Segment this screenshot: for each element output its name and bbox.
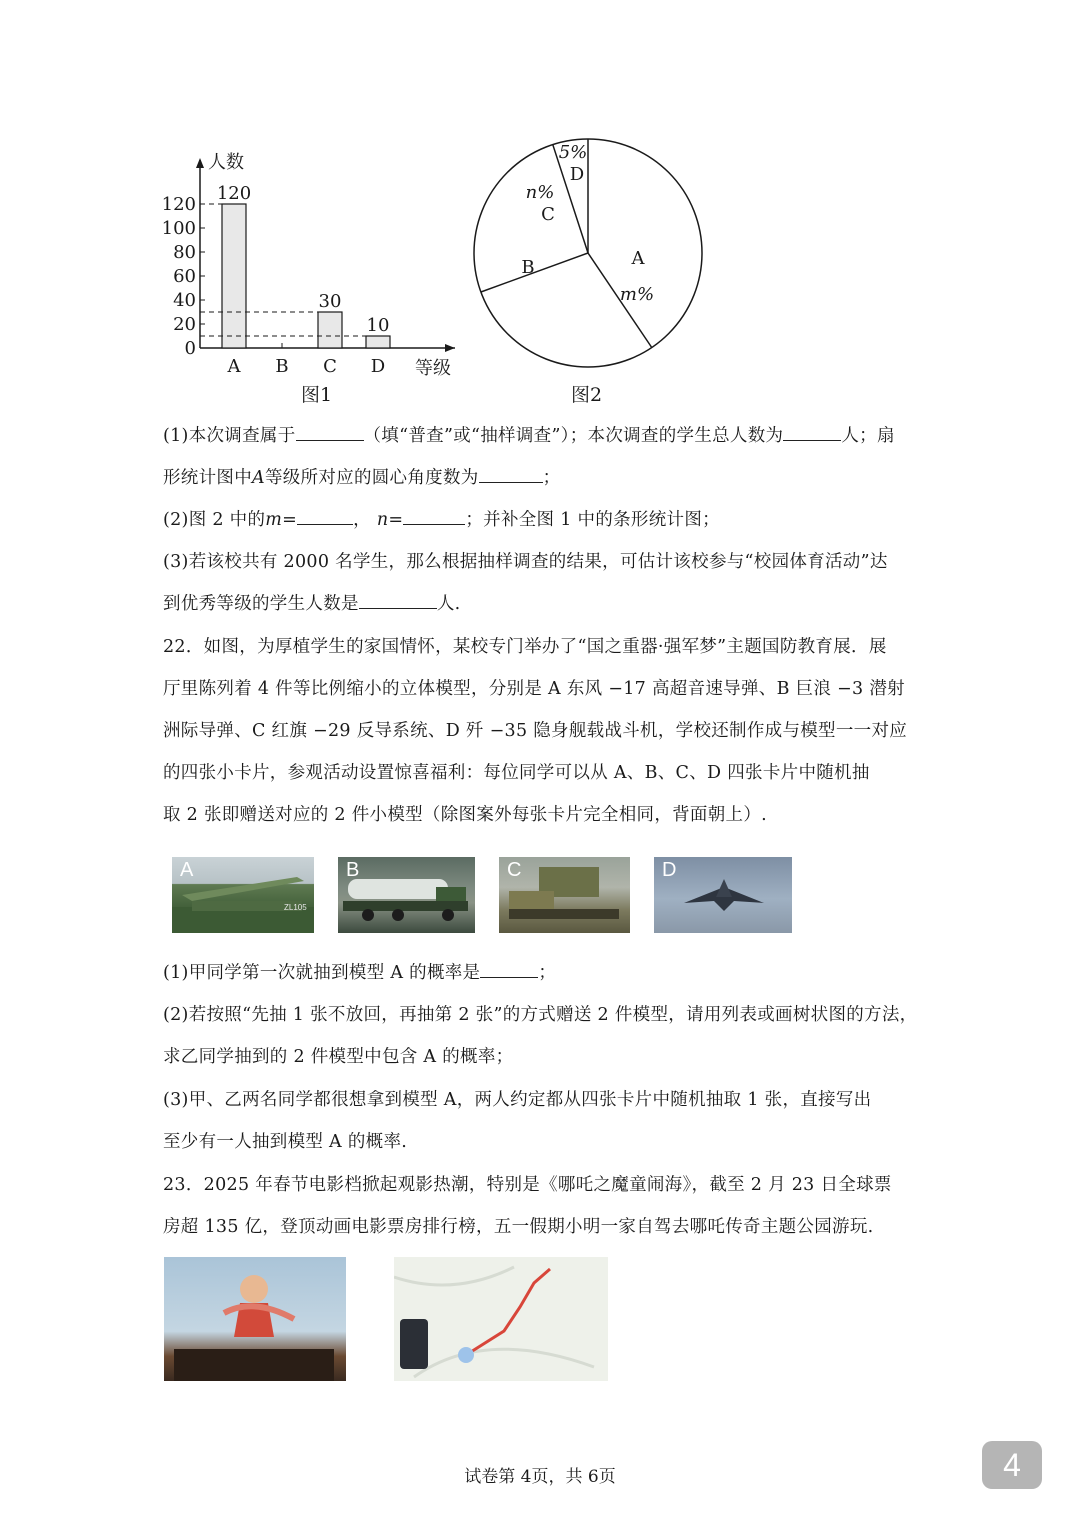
bar-chart — [150, 145, 480, 410]
y-tick-label: 120 — [161, 194, 196, 215]
bar-data-label: 120 — [216, 183, 252, 204]
answer-blank[interactable] — [403, 504, 465, 525]
y-tick-label: 20 — [173, 314, 196, 335]
pie-chart-title: 图2 — [571, 384, 603, 406]
answer-blank[interactable] — [783, 420, 841, 441]
pie-slice-value-A: m% — [619, 284, 655, 305]
y-tick-label: 40 — [173, 290, 196, 311]
vehicle-plate-text: ZL105 — [284, 903, 307, 912]
bar-A — [222, 204, 246, 348]
photo-a-missile-launcher: A ZL105 — [172, 857, 314, 933]
y-tick-label: 80 — [173, 242, 196, 263]
bar-data-label: 10 — [366, 315, 390, 336]
q21-part3-line1: (3)若该校共有 2000 名学生，那么根据抽样调查的结果，可估计该校参与“校园体育活动”达 — [163, 552, 888, 572]
pie-slice-label-C: C — [541, 204, 555, 225]
bar-chart-title: 图1 — [301, 384, 333, 406]
q21-part1-line2: 形统计图中A等级所对应的圆心角度数为 ； — [163, 457, 923, 499]
answer-blank[interactable] — [480, 957, 538, 978]
answer-blank[interactable] — [479, 462, 543, 483]
q22-sub1: (1)甲同学第一次就抽到模型 A 的概率是 ； — [163, 952, 923, 994]
q22-sub3-line1: (3)甲、乙两名同学都很想拿到模型 A，两人约定都从四张卡片中随机抽取 1 张，直接写出 — [163, 1090, 872, 1110]
answer-blank[interactable] — [296, 420, 364, 441]
bar-D — [366, 336, 390, 348]
photo-c-air-defense-truck: C — [499, 857, 630, 933]
q22-line1: 22．如图，为厚植学生的家国情怀，某校专门举办了“国之重器·强军梦”主题国防教育展．展 — [163, 637, 887, 657]
answer-blank[interactable] — [359, 588, 437, 609]
q22-sub2-line1: (2)若按照“先抽 1 张不放回，再抽第 2 张”的方式赠送 2 件模型，请用列表或画树状图的方法， — [163, 1005, 918, 1025]
q21-part3-line2: 到优秀等级的学生人数是 人. — [163, 583, 923, 625]
q21-part2: (2)图 2 中的m= ， n= ；并补全图 1 中的条形统计图； — [163, 499, 923, 541]
pie-slice-label-B: B — [521, 257, 535, 278]
pie-slice-label-D: D — [569, 164, 585, 185]
q22-line2: 厅里陈列着 4 件等比例缩小的立体模型，分别是 A 东风 −17 高超音速导弹、B 巨浪 −3 潜射 — [163, 679, 905, 699]
q22-line5: 取 2 张即赠送对应的 2 件小模型（除图案外每张卡片完全相同，背面朝上）. — [163, 805, 767, 825]
x-tick-label: A — [227, 356, 241, 377]
statue-illustration — [164, 1257, 346, 1381]
page-footer: 试卷第 4页，共 6页 — [464, 1467, 616, 1487]
q23-line1: 23．2025 年春节电影档掀起观影热潮，特别是《哪吒之魔童闹海》，截至 2 月 23 日全球票 — [163, 1175, 892, 1195]
pie-slice-value-C: n% — [525, 182, 555, 203]
pie-slice-label-A: A — [631, 248, 645, 269]
y-tick-label: 60 — [173, 266, 196, 287]
q22-line3: 洲际导弹、C 红旗 −29 反导系统、D 歼 −35 隐身舰载战斗机，学校还制作成与模型一一对应 — [163, 721, 908, 741]
y-tick-label: 100 — [161, 218, 196, 239]
map-illustration — [394, 1257, 608, 1381]
q22-sub2-line2: 求乙同学抽到的 2 件模型中包含 A 的概率； — [163, 1047, 514, 1067]
x-tick-label: C — [323, 356, 337, 377]
pie-chart — [465, 130, 715, 380]
q21-part1-line1: (1)本次调查属于 （填“普查”或“抽样调查”）；本次调查的学生总人数为 人；扇 — [163, 415, 923, 457]
page-number-badge: 4 — [982, 1441, 1042, 1489]
pie-slice-value-D: 5% — [558, 142, 588, 163]
q22-sub3-line2: 至少有一人抽到模型 A 的概率. — [163, 1132, 408, 1152]
x-axis-arrow-icon — [445, 344, 455, 352]
answer-blank[interactable] — [297, 504, 353, 525]
bar-C — [318, 312, 342, 348]
x-tick-label: B — [275, 356, 289, 377]
q22-line4: 的四张小卡片，参观活动设置惊喜福利：每位同学可以从 A、B、C、D 四张卡片中随机抽 — [163, 763, 870, 783]
bar-data-label: 30 — [318, 291, 342, 312]
photo-navigation-map — [394, 1257, 608, 1381]
x-tick-label: D — [370, 356, 386, 377]
x-axis-label: 等级 — [415, 358, 451, 379]
q23-line2: 房超 135 亿，登顶动画电影票房排行榜，五一假期小明一家自驾去哪吒传奇主题公园游玩. — [163, 1217, 874, 1237]
photo-b-missile-truck: B — [338, 857, 475, 933]
y-axis-arrow-icon — [196, 158, 204, 168]
y-tick-label: 0 — [184, 338, 196, 359]
photo-d-fighter-jet: D — [654, 857, 792, 933]
y-axis-label: 人数 — [208, 152, 244, 173]
photo-nezha-statue — [164, 1257, 346, 1381]
